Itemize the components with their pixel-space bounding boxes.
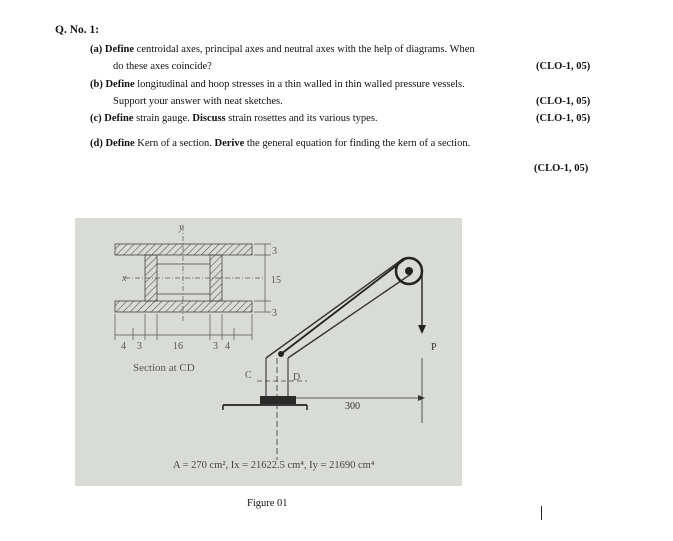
dim-bottom-3: 16: [173, 341, 183, 352]
part-c-text-2: strain rosettes and its various types.: [225, 113, 378, 124]
section-label: Section at CD: [133, 362, 195, 374]
dim-right-mid: 15: [271, 275, 281, 286]
part-b-line-2: Support your answer with neat sketches.: [113, 96, 283, 107]
part-b-tag: (b): [90, 79, 103, 90]
label-c: C: [245, 370, 252, 381]
y-axis-label: y: [179, 222, 184, 233]
part-c-line-1: [90, 113, 378, 124]
bottom-dimensions: [115, 314, 252, 340]
dimension-300: 300: [345, 401, 360, 412]
question-number: Q. No. 1:: [55, 24, 100, 36]
text-cursor: [541, 506, 542, 520]
dim-right-top: 3: [272, 246, 277, 257]
section-properties: A = 270 cm², Ix = 21622.5 cm⁴, Iy = 21690 cm⁴: [173, 460, 375, 471]
dim-bottom-4: 3: [213, 341, 218, 352]
dim-bottom-5: 4: [225, 341, 230, 352]
part-a-verb: Define: [104, 44, 135, 55]
part-d-line-1: [90, 138, 470, 149]
dim-bottom-2: 3: [137, 341, 142, 352]
part-b-line-1: [90, 79, 465, 90]
dim-right-bottom: 3: [272, 308, 277, 319]
part-a-tag: (a): [90, 44, 103, 55]
part-a-line-1: [90, 44, 475, 55]
figure-diagram: [75, 218, 462, 486]
part-d-tag: (d): [90, 138, 103, 149]
part-a-text-1: centroidal axes, principal axes and neutral axes with the help of diagrams. When: [134, 44, 475, 55]
part-b-clo: (CLO-1, 05): [536, 96, 591, 107]
crane-structure: [223, 258, 426, 460]
part-a-line-2: do these axes coincide?: [113, 61, 212, 72]
load-label: P: [431, 342, 437, 353]
part-c-tag: (c): [90, 113, 102, 124]
part-a-clo: (CLO-1, 05): [536, 61, 591, 72]
part-d-verb: Define: [105, 138, 135, 149]
part-c-clo: (CLO-1, 05): [536, 113, 591, 124]
part-c-verb-2: Discuss: [192, 113, 226, 124]
part-d-text-1: Kern of a section.: [134, 138, 215, 149]
part-c-verb: Define: [104, 113, 134, 124]
figure-photo: [75, 218, 462, 486]
label-d: D: [293, 372, 301, 383]
part-b-text-1: longitudinal and hoop stresses in a thin walled in thin walled pressure vessels.: [134, 79, 465, 90]
part-d-text-2: the general equation for finding the kern of a section.: [244, 138, 471, 149]
x-axis-label: x: [122, 273, 127, 284]
dim-bottom-1: 4: [121, 341, 126, 352]
part-b-verb: Define: [105, 79, 135, 90]
figure-caption: Figure 01: [247, 498, 288, 509]
part-d-verb-2: Derive: [214, 138, 245, 149]
part-d-clo: (CLO-1, 05): [534, 163, 589, 174]
part-c-text-1: strain gauge.: [133, 113, 193, 124]
